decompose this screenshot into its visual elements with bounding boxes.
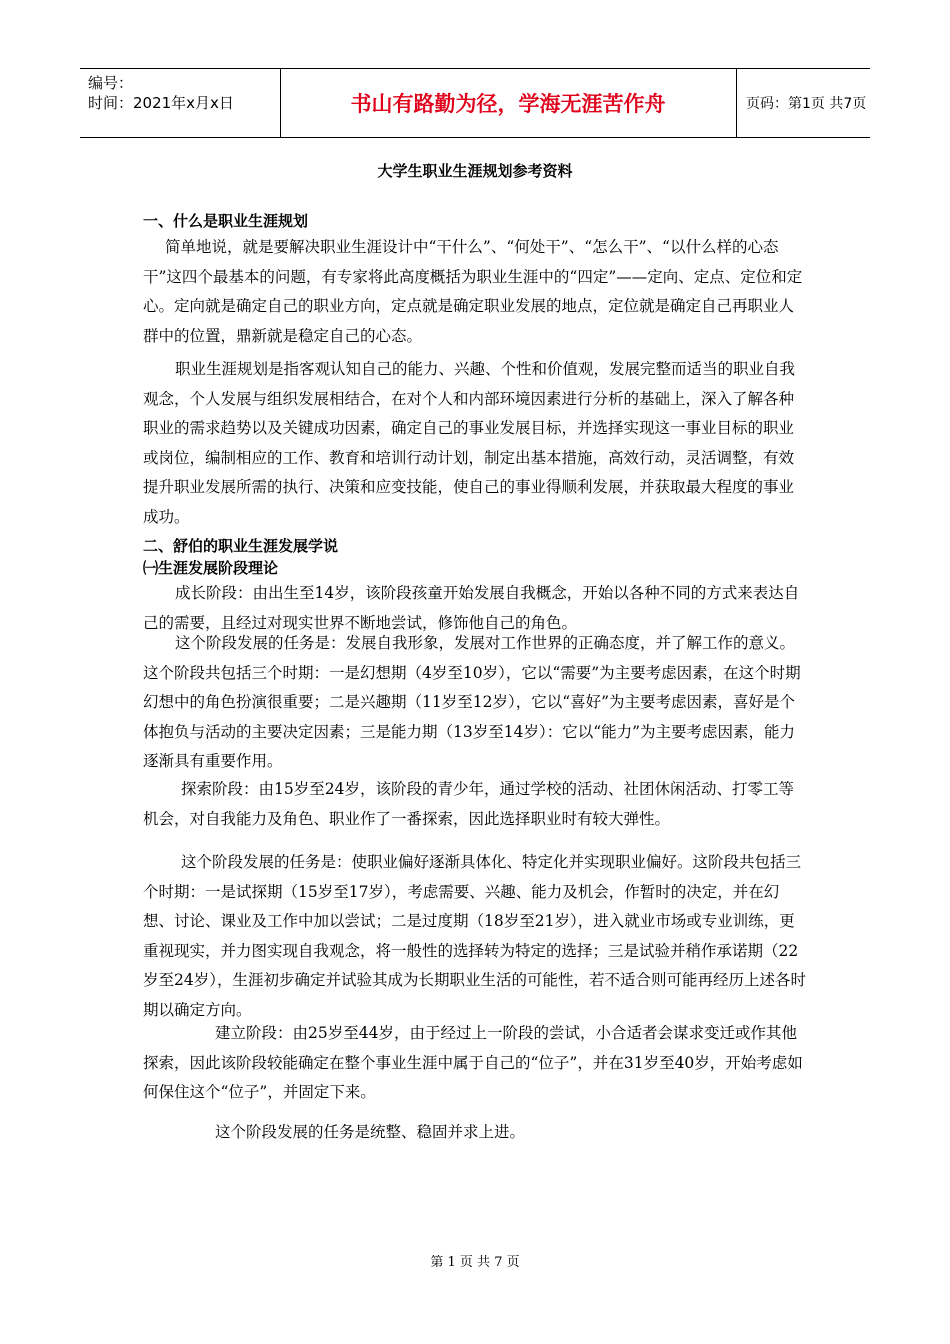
section-1-paragraph-1: 简单地说，就是要解决职业生涯设计中“干什么”、“何处干”、“怎么干”、“以什么样的心态干”这四个最基本的问题，有专家将此高度概括为职业生涯中的“四定”——定向、定点、定位和定心。定向就是确定自己的职业方向，定点就是确定职业发展的地点，定位就是确定自己再职业人群中的位置，鼎新就是稳定自己的心态。 xyxy=(143,238,803,345)
section-2-heading: 二、舒伯的职业生涯发展学说 xyxy=(143,537,339,555)
section-1-heading: 一、什么是职业生涯规划 xyxy=(143,212,309,230)
explore-stage-task-paragraph: 这个阶段发展的任务是：使职业偏好逐渐具体化、特定化并实现职业偏好。这阶段共包括三个时期：一是试探期（15岁至17岁），考虑需要、兴趣、能力及机会，作暂时的决定，并在幻想、讨论、课业及工作中加以尝试；二是过度期（18岁至21岁），进入就业市场或专业训练，更重视现实，并力图实现自我观念，将一般性的选择转为特定的选择；三是试验并稍作承诺期（22岁至24岁），生涯初步确定并试验其成为长期职业生活的可能性，若不适合则可能再经历上述各时期以确定方向。 xyxy=(143,853,806,1019)
motto: 书山有路勤为径，学海无涯苦作舟 xyxy=(280,69,737,137)
explore-stage-paragraph: 探索阶段：由15岁至24岁，该阶段的青少年，通过学校的活动、社团休闲活动、打零工等机会，对自我能力及角色、职业作了一番探索，因此选择职业时有较大弹性。 xyxy=(143,780,794,828)
page-footer: 第 1 页 共 7 页 xyxy=(430,1255,520,1270)
establish-stage-paragraph: 建立阶段：由25岁至44岁，由于经过上一阶段的尝试，小合适者会谋求变迁或作其他探索，因此该阶段较能确定在整个事业生涯中属于自己的“位子”，并在31岁至40岁，开始考虑如何保住这个“位子”，并固定下来。 xyxy=(143,1024,803,1101)
section-2-subheading: ㈠生涯发展阶段理论 xyxy=(143,559,279,577)
growth-stage-paragraph: 成长阶段：由出生至14岁，该阶段孩童开始发展自我概念，开始以各种不同的方式来表达自己的需要，且经过对现实世界不断地尝试，修饰他自己的角色。 xyxy=(143,584,800,632)
number-label: 编号： xyxy=(88,74,134,92)
page-header xyxy=(80,68,870,138)
header-meta xyxy=(80,69,281,137)
page-info: 页码：第1页 共7页 xyxy=(746,96,867,112)
date-label: 时间：2021年x月x日 xyxy=(88,94,234,112)
document-title: 大学生职业生涯规划参考资料 xyxy=(377,162,573,180)
growth-stage-task-paragraph: 这个阶段发展的任务是：发展自我形象，发展对工作世界的正确态度，并了解工作的意义。这个阶段共包括三个时期：一是幻想期（4岁至10岁），它以“需要”为主要考虑因素，在这个时期幻想中的角色扮演很重要；二是兴趣期（11岁至12岁），它以“喜好”为主要考虑因素，喜好是个体抱负与活动的主要决定因素；三是能力期（13岁至14岁）：它以“能力”为主要考虑因素，能力逐渐具有重要作用。 xyxy=(143,634,801,770)
section-1-paragraph-2: 职业生涯规划是指客观认知自己的能力、兴趣、个性和价值观，发展完整而适当的职业自我观念，个人发展与组织发展相结合，在对个人和内部环境因素进行分析的基础上，深入了解各种职业的需求趋势以及关键成功因素，确定自己的事业发展目标，并选择实现这一事业目标的职业或岗位，编制相应的工作、教育和培训行动计划，制定出基本措施，高效行动，灵活调整，有效提升职业发展所需的执行、决策和应变技能，使自己的事业得顺利发展，并获取最大程度的事业成功。 xyxy=(143,360,796,526)
establish-stage-task-paragraph: 这个阶段发展的任务是统整、稳固并求上进。 xyxy=(215,1123,526,1141)
